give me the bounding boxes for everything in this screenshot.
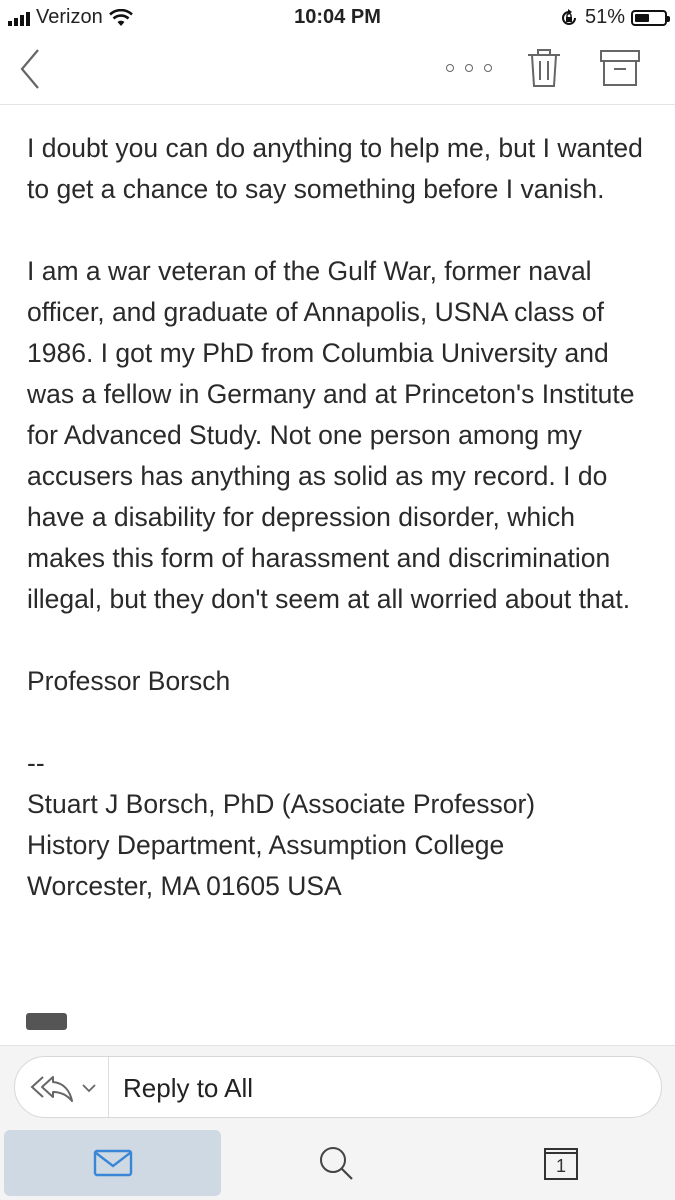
battery-percent: 51% bbox=[584, 6, 625, 28]
battery-icon bbox=[631, 10, 667, 26]
trash-icon bbox=[524, 46, 564, 90]
search-icon bbox=[318, 1145, 354, 1181]
message-toolbar bbox=[0, 34, 675, 105]
redacted-block bbox=[26, 1013, 67, 1030]
tab-search[interactable] bbox=[230, 1130, 442, 1196]
archive-icon bbox=[598, 48, 642, 88]
delete-button[interactable] bbox=[524, 46, 564, 90]
status-right bbox=[559, 6, 667, 29]
orientation-lock-icon bbox=[559, 8, 579, 28]
reply-field[interactable] bbox=[14, 1056, 662, 1118]
reply-all-button[interactable]: Reply to All bbox=[123, 1073, 254, 1103]
tab-bar bbox=[0, 1127, 675, 1200]
tab-calendar[interactable] bbox=[452, 1130, 670, 1196]
message-paragraph: I am a war veteran of the Gulf War, former naval officer, and graduate of Annapolis, USNA class of 1986. I got my PhD from Columbia University and was a fellow in Germany and at Princeton's Institute for Advanced Study. Not one person among my accusers has anything as solid as my record. I do have a disability for depression disorder, which makes this form of harassment and discrimination illegal, but they don't seem at all worried about that. bbox=[27, 256, 635, 614]
more-options-icon[interactable] bbox=[446, 58, 492, 78]
mail-icon bbox=[93, 1149, 133, 1177]
back-chevron-icon bbox=[14, 46, 48, 92]
carrier-name: Verizon bbox=[36, 6, 103, 28]
signature-line: Stuart J Borsch, PhD (Associate Professor) bbox=[27, 789, 536, 819]
reply-bar bbox=[0, 1045, 675, 1128]
status-bar bbox=[0, 0, 675, 34]
signature-separator: -- bbox=[27, 748, 45, 778]
message-paragraph: I doubt you can do anything to help me, but I wanted to get a chance to say something before I vanish. bbox=[27, 133, 643, 204]
tab-mail[interactable] bbox=[4, 1130, 221, 1196]
signature-line: History Department, Assumption College bbox=[27, 830, 505, 860]
calendar-icon bbox=[544, 1146, 578, 1180]
reply-all-icon[interactable] bbox=[29, 1073, 75, 1103]
message-closing: Professor Borsch bbox=[27, 666, 231, 696]
message-body bbox=[27, 128, 657, 907]
signature-line: Worcester, MA 01605 USA bbox=[27, 871, 342, 901]
reply-divider bbox=[108, 1057, 109, 1117]
back-button[interactable] bbox=[14, 46, 48, 92]
chevron-down-icon[interactable] bbox=[81, 1083, 97, 1093]
archive-button[interactable] bbox=[598, 48, 642, 88]
clock: 10:04 PM bbox=[294, 6, 381, 28]
battery-level bbox=[635, 14, 649, 22]
calendar-day: 1 bbox=[555, 1156, 566, 1176]
